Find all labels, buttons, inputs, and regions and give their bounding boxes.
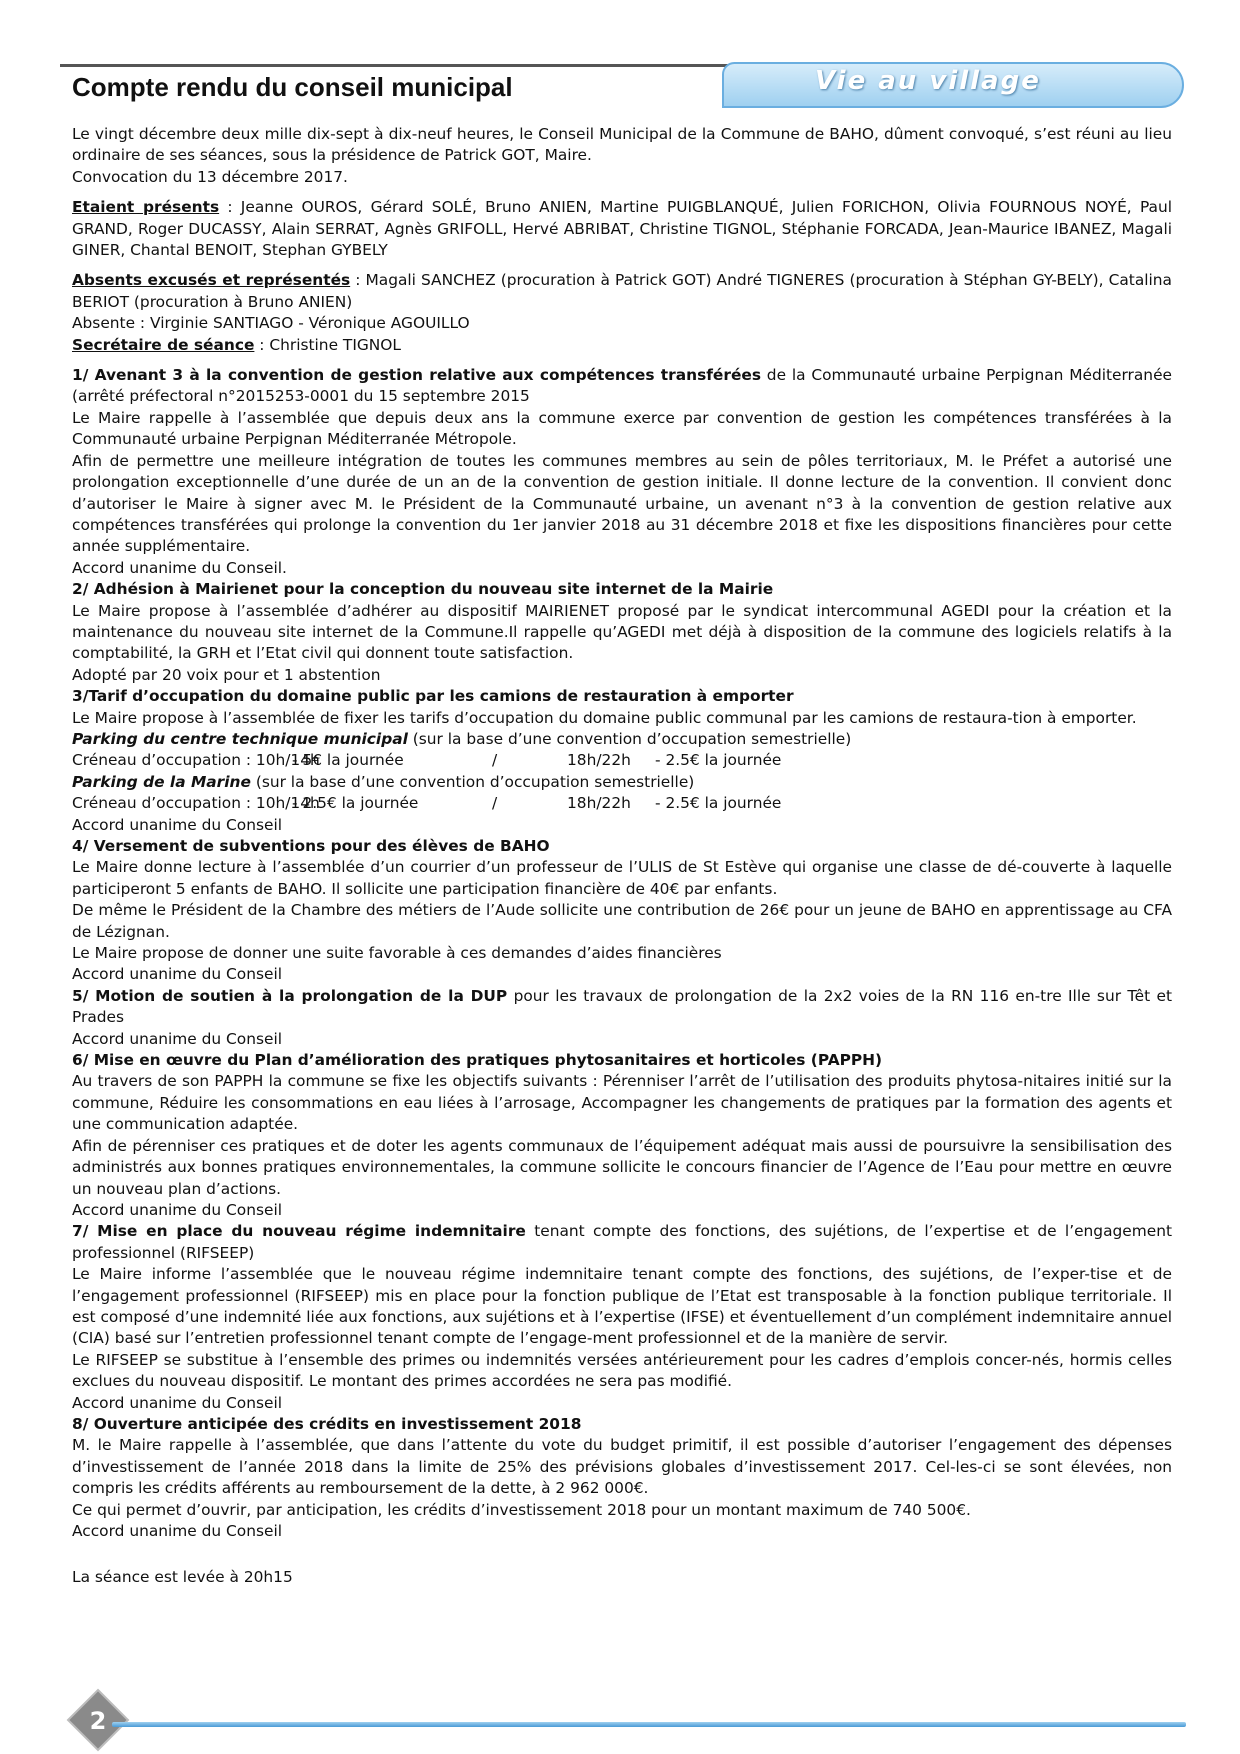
slot-rate: - 5€ la journée — [292, 751, 404, 770]
header-rule — [60, 64, 740, 67]
item-1-title: 1/ Avenant 3 à la convention de gestion relative aux compétences transférées — [72, 366, 761, 385]
slot-rate: - 2.5€ la journée — [292, 794, 419, 813]
item-8-paragraph: Ce qui permet d’ouvrir, par anticipation, les crédits d’investissement 2018 pour un montant maximum de 740 500€. — [72, 1500, 971, 1519]
parking-2-heading — [72, 772, 1172, 793]
item-7-title: 7/ Mise en place du nouveau régime indemnitaire — [72, 1222, 526, 1241]
item-7-paragraph: Le Maire informe l’assemblée que le nouveau régime indemnitaire tenant compte des fonctions, des sujétions, de l’exper-tise et de l’engagement professionnel (RIFSEEP) mis en place pour la fonction publique de l’Etat est transposable à la fonction publique territoriale. Il est composé d’une indemnité liée aux fonctions, aux sujétions et à l’expertise (IFSE) et éventuellement d’un complément indemnitaire annuel (CIA) basé sur l’entretien professionnel tenant compte de l’engage-ment professionnel et de la manière de servir. — [72, 1265, 1172, 1348]
intro-paragraph: Le vingt décembre deux mille dix-sept à dix-neuf heures, le Conseil Municipal de la Commune de BAHO, dûment convoqué, s’est réuni au lieu ordinaire de ses séances, sous la présidence de Patrick GOT, Maire. — [72, 125, 1172, 165]
parking-2-label: Parking de la Marine — [72, 772, 251, 791]
item-5-heading — [72, 986, 1172, 1029]
presents-paragraph — [72, 197, 1172, 261]
item-1-paragraph: Afin de permettre une meilleure intégration de toutes les communes membres au sein de pôles territoriaux, M. le Préfet a autorisé une prolongation exceptionnelle d’une durée de un an de la convention de gestion initiale. Il donne lecture de la convention. Il convient donc d’autoriser le Maire à signer avec M. le Président de la Communauté urbaine, un avenant n°3 à la convention de gestion relative aux compétences transférées qui prolonge la convention du 1er janvier 2018 au 31 décembre 2018 et fixe les dispositions financières pour cette année supplémentaire. — [72, 451, 1172, 556]
secretaire-name: : Christine TIGNOL — [254, 335, 401, 354]
item-8-vote: Accord unanime du Conseil — [72, 1522, 283, 1540]
parking-1-note: (sur la base d’une convention d’occupation semestrielle) — [407, 729, 852, 748]
item-7-vote: Accord unanime du Conseil — [72, 1393, 283, 1412]
item-2-title: 2/ Adhésion à Mairienet pour la conception du nouveau site internet de la Mairie — [72, 580, 774, 599]
item-7-heading — [72, 1221, 1172, 1264]
item-3-paragraph: Le Maire propose à l’assemblée de fixer les tarifs d’occupation du domaine public communal par les camions de restaura-tion à emporter. — [72, 708, 1137, 727]
parking-1-rates — [72, 750, 1172, 771]
parking-1-heading — [72, 729, 1172, 750]
item-2-vote: Adopté par 20 voix pour et 1 abstention — [72, 665, 381, 684]
item-3-vote: Accord unanime du Conseil — [72, 815, 283, 834]
slot-label: Créneau d’occupation : 10h/14h — [72, 794, 320, 813]
item-4-paragraph: De même le Président de la Chambre des métiers de l’Aude sollicite une contribution de 26€ pour un jeune de BAHO en apprentissage au CFA de Lézignan. — [72, 901, 1172, 941]
item-7-paragraph: Le RIFSEEP se substitue à l’ensemble des primes ou indemnités versées antérieurement pour les cadres d’emplois concer-nés, hormis celles exclues du nouveau dispositif. Le montant des primes accordées ne sera pas modifié. — [72, 1350, 1172, 1391]
slot-separator: / — [492, 794, 498, 813]
item-2-paragraph: Le Maire propose à l’assemblée d’adhérer au dispositif MAIRIENET proposé par le syndicat intercommunal AGEDI pour la création et la maintenance du nouveau site internet de la Commune.Il rappelle qu’AGEDI met déjà à disposition de la commune des logiciels relatifs à la comptabilité, la GRH et l’Etat civil qui donnent toute satisfaction. — [72, 601, 1172, 663]
item-3-title: 3/Tarif d’occupation du domaine public par les camions de restauration à emporter — [72, 687, 794, 706]
presents-label: Etaient présents — [72, 198, 220, 217]
page-title: Compte rendu du conseil municipal — [72, 72, 513, 102]
item-6-paragraph: Au travers de son PAPPH la commune se fixe les objectifs suivants : Pérenniser l’arrêt de l’utilisation des produits phytosa-nitaires initié sur la commune, Réduire les consommations en eau liées à l’arrosage, Accompagner les changements de pratiques par la formation des agents et une communication adaptée. — [72, 1072, 1172, 1134]
item-1-paragraph: Le Maire rappelle à l’assemblée que depuis deux ans la commune exerce par convention de gestion les compétences transférées à la Communauté urbaine Perpignan Méditerranée Métropole. — [72, 408, 1172, 449]
convocation-line: Convocation du 13 décembre 2017. — [72, 167, 348, 186]
parking-1-label: Parking du centre technique municipal — [72, 729, 408, 748]
item-7-title-rest: tenant compte des fonctions, des sujétions, de l’expertise et de l’engagement professionnel (RIFSEEP) — [72, 1222, 1172, 1262]
item-1-heading — [72, 365, 1172, 408]
slot-evening: 18h/22h — [567, 794, 631, 813]
absents-list: : Magali SANCHEZ (procuration à Patrick GOT) André TIGNERES (procuration à Stéphan GY-BELY), Catalina BERIOT (procuration à Bruno ANIEN) — [72, 271, 1172, 311]
slot-separator: / — [492, 751, 498, 770]
item-8-title: 8/ Ouverture anticipée des crédits en investissement 2018 — [72, 1414, 582, 1433]
presents-list: : Jeanne OUROS, Gérard SOLÉ, Bruno ANIEN, Martine PUIGBLANQUÉ, Julien FORICHON, Olivia FOURNOUS NOYÉ, Paul GRAND, Roger DUCASSY, Alain SERRAT, Agnès GRIFOLL, Hervé ABRIBAT, Christine TIGNOL, Stéphanie FORCADA, Jean-Maurice IBANEZ, Magali GINER, Chantal BENOIT, Stephan GYBELY — [72, 198, 1173, 260]
parking-2-rates — [72, 793, 1172, 814]
absents-label: Absents excusés et représentés — [72, 271, 351, 290]
section-banner-label: Vie au village — [815, 66, 1041, 96]
item-1-vote: Accord unanime du Conseil. — [72, 558, 287, 577]
secretaire-paragraph — [72, 335, 1172, 356]
slot-rate: - 2.5€ la journée — [655, 794, 782, 813]
item-6-vote: Accord unanime du Conseil — [72, 1200, 283, 1219]
footer-rule — [112, 1722, 1186, 1727]
item-5-title: 5/ Motion de soutien à la prolongation de la DUP — [72, 986, 508, 1005]
parking-2-note: (sur la base d’une convention d’occupation semestrielle) — [250, 772, 695, 791]
slot-rate: - 2.5€ la journée — [655, 751, 782, 770]
page-number-badge — [66, 1688, 130, 1752]
item-5-vote: Accord unanime du Conseil — [72, 1029, 283, 1048]
item-1-title-rest: de la Communauté urbaine Perpignan Méditerranée (arrêté préfectoral n°2015253-0001 du 15 septembre 2015 — [72, 366, 1173, 406]
item-4-paragraph: Le Maire donne lecture à l’assemblée d’un courrier d’un professeur de l’ULIS de St Estève qui organise une classe de dé-couverte à laquelle participeront 5 enfants de BAHO. Il sollicite une participation financière de 40€ par enfants. — [72, 858, 1172, 898]
item-5-title-rest: pour les travaux de prolongation de la 2x2 voies de la RN 116 en-tre Ille sur Têt et Prades — [72, 986, 1172, 1027]
document-body — [72, 124, 1172, 1589]
secretaire-label: Secrétaire de séance — [72, 335, 255, 354]
slot-label: Créneau d’occupation : 10h/14h — [72, 751, 320, 770]
item-4-vote: Accord unanime du Conseil — [72, 965, 283, 984]
slot-evening: 18h/22h — [567, 751, 631, 770]
item-4-paragraph: Le Maire propose de donner une suite favorable à ces demandes d’aides financières — [72, 944, 722, 963]
item-8-paragraph: M. le Maire rappelle à l’assemblée, que dans l’attente du vote du budget primitif, il est possible d’autoriser l’engagement des dépenses d’investissement de l’année 2018 dans la limite de 25% des prévisions globales d’investissement 2017. Cel-les-ci se sont élevées, non compris les crédits afférents au remboursement de la dette, à 2 962 000€. — [72, 1436, 1172, 1498]
item-6-paragraph: Afin de pérenniser ces pratiques et de doter les agents communaux de l’équipement adéquat mais aussi de poursuivre la sensibilisation des administrés aux bonnes pratiques environnementales, la commune sollicite le concours financier de l’Agence de l’Eau pour mettre en œuvre un nouveau plan d’actions. — [72, 1136, 1172, 1198]
absente-line: Absente : Virginie SANTIAGO - Véronique AGOUILLO — [72, 314, 470, 333]
page-number: 2 — [89, 1707, 107, 1735]
absents-paragraph — [72, 270, 1172, 313]
closing-line: La séance est levée à 20h15 — [72, 1568, 293, 1587]
item-4-title: 4/ Versement de subventions pour des élèves de BAHO — [72, 837, 550, 855]
item-6-title: 6/ Mise en œuvre du Plan d’amélioration des pratiques phytosanitaires et horticoles (PAPPH) — [72, 1051, 883, 1070]
